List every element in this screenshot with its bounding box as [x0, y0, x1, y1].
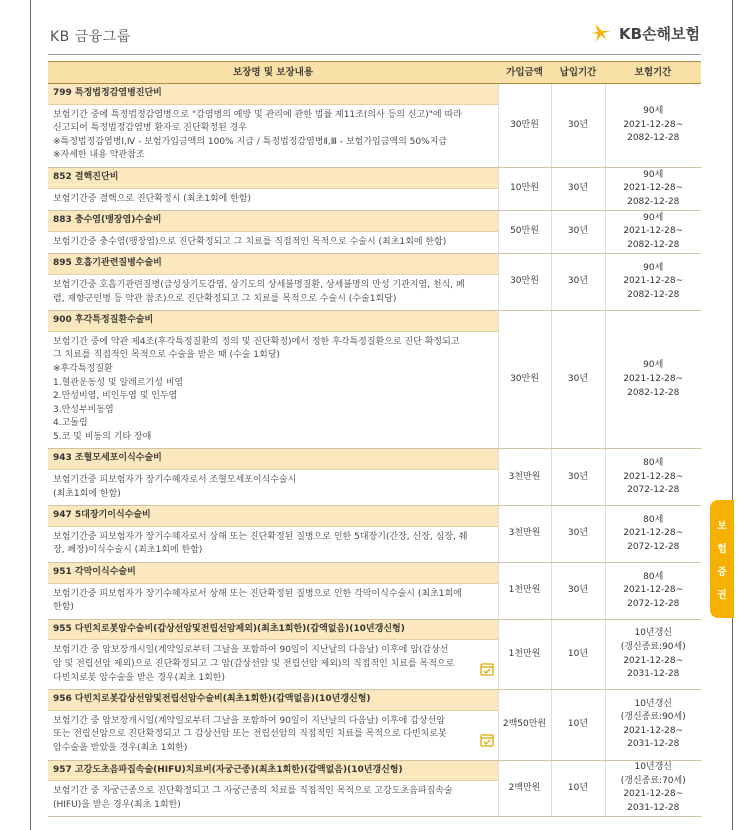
period-line: 2072-12-28: [627, 541, 680, 552]
coverage-title: 900 후각특정질환수술비: [48, 311, 498, 332]
pay-period-cell: 30년: [551, 254, 605, 311]
coverage-description: [48, 527, 498, 562]
side-tab-char: 험: [717, 544, 727, 555]
period-line: 2082-12-28: [627, 387, 680, 398]
period-line: (갱신종료:90세): [620, 641, 686, 652]
pay-period-cell: 10년: [551, 760, 605, 817]
amount-cell: 30만원: [498, 311, 551, 449]
period-line: (갱신종료:90세): [620, 712, 686, 723]
coverage-description: [48, 584, 498, 619]
amount-cell: 3천만원: [498, 449, 551, 506]
header-amount: 가입금액: [498, 62, 551, 84]
table-row: [48, 563, 701, 620]
description-line: 그 치료를 직접적인 목적으로 수술을 받은 때 (수술 1회당): [53, 350, 280, 361]
amount-cell: 2백만원: [498, 760, 551, 817]
coverage-title: 947 5대장기이식수술비: [48, 506, 498, 527]
table-row: [48, 690, 701, 760]
description-line: 한함): [53, 602, 74, 613]
description-line: ※후각특정질환: [53, 363, 113, 374]
coverage-title: 951 각막이식수술비: [48, 563, 498, 584]
period-line: 2082-12-28: [627, 290, 680, 301]
description-line: 보험기간중 피보험자가 장기수혜자로서 상해 또는 진단확정된 질병으로 인한 각막이식수술시 (최초1회에: [53, 588, 462, 599]
coverage-title: 956 다빈치로봇갑상선암및전립선암수술비(최초1회한)(갑액없음)(10년갱신형): [48, 690, 498, 711]
period-line: 2082-12-28: [627, 133, 680, 144]
insurance-period-cell: [605, 84, 701, 168]
period-line: 2021-12-28~: [623, 789, 684, 800]
description-line: ※특정법정감염병Ⅰ,Ⅳ - 보험가입금액의 100% 지급 / 특정법정감염병Ⅱ,Ⅲ - 보험가입금액의 50%지급: [53, 136, 448, 147]
description-line: 보험기간 중에 약관 제4조(후각특정질환의 정의 및 진단확정)에서 정한 후각특정질환으로 진단 확정되고: [53, 336, 460, 347]
pay-period-cell: 30년: [551, 506, 605, 563]
pay-period-cell: 30년: [551, 211, 605, 254]
period-line: 2021-12-28~: [623, 374, 684, 384]
coverage-cell: [48, 506, 498, 563]
table-row: [48, 254, 701, 311]
table-row: [48, 506, 701, 563]
period-line: (갱신종료:70세): [620, 775, 686, 786]
period-line: 2021-12-28~: [623, 528, 684, 539]
period-line: 2031-12-28: [627, 803, 680, 814]
coverage-cell: [48, 254, 498, 311]
pay-period-cell: 30년: [551, 84, 605, 168]
period-line: 90세: [643, 106, 664, 117]
description-line: 보험기간 중에 특정법정감염병으로 "감염병의 예방 및 관리에 관한 법률 제11조(의사 등의 신고)"에 따라: [53, 109, 462, 120]
amount-cell: 10만원: [498, 167, 551, 210]
insurance-period-cell: [605, 760, 701, 817]
insurer-name: KB손해보험: [618, 24, 700, 43]
period-line: 80세: [643, 514, 664, 525]
description-line: 또는 전립선암으로 진단확정되고 그 갑상선암 또는 전립선암의 직접적인 치료를 목적으로 다빈치로봇: [53, 729, 447, 740]
period-line: 90세: [643, 169, 664, 180]
period-line: 80세: [643, 571, 664, 582]
description-line: 보험기간 중 암보장개시일(계약일로부터 그날을 포함하여 90일이 지난날의 다음날) 이후에 암(갑상선: [53, 645, 449, 656]
description-line: 보험기간중 피보험자가 장기수혜자로서 조혈모세포이식수술시: [53, 475, 297, 486]
period-line: 2082-12-28: [627, 240, 680, 251]
description-line: 다빈치로봇 암수술을 받은 경우(최초 1회한): [53, 672, 225, 683]
amount-cell: 30만원: [498, 254, 551, 311]
insurance-period-cell: [605, 690, 701, 760]
table-row: [48, 211, 701, 254]
description-line: 암 및 전립선암 제외)으로 진단확정되고 그 암(갑상선암 및 전립선암 제외)의 직접적인 치료를 목적으로: [53, 659, 455, 669]
coverage-title: 895 호흡기관련질병수술비: [48, 254, 498, 275]
coverage-description: [48, 470, 498, 505]
kb-insurance-logo: [589, 22, 700, 44]
coverage-title: 883 충수염(맹장염)수술비: [48, 211, 498, 232]
insurance-period-cell: [605, 167, 701, 210]
insurance-period-cell: [605, 619, 701, 689]
amount-cell: 1천만원: [498, 619, 551, 689]
pay-period-cell: 30년: [551, 167, 605, 210]
coverage-title: 852 결핵진단비: [48, 168, 498, 189]
coverage-cell: [48, 690, 498, 760]
description-line: 신고되어 특정법정감염병 환자로 진단확정된 경우: [53, 123, 248, 134]
coverage-cell: [48, 563, 498, 620]
amount-cell: 1천만원: [498, 563, 551, 620]
description-line: 5.코 및 비동의 기타 장애: [53, 431, 152, 442]
table-row: [48, 167, 701, 210]
insurance-period-cell: [605, 211, 701, 254]
side-tab-char: 권: [717, 590, 727, 601]
period-line: 2021-12-28~: [623, 725, 684, 736]
pay-period-cell: 10년: [551, 619, 605, 689]
kb-group-logo: KB 금융그룹: [50, 29, 131, 45]
coverage-description: [48, 275, 498, 310]
description-line: 보험기간 중 자궁근종으로 진단확정되고 그 자궁근종의 치료를 직접적인 목적으로 고강도초음파집속술: [53, 786, 453, 797]
side-tab-char: 증: [717, 567, 727, 578]
period-line: 90세: [643, 360, 664, 371]
coverage-description: [48, 332, 498, 449]
header-coverage: 보장명 및 보장내용: [48, 62, 498, 84]
pay-period-cell: 30년: [551, 311, 605, 449]
description-line: 4.고돌립: [53, 418, 88, 429]
insurance-period-cell: [605, 506, 701, 563]
coverage-description: [48, 711, 498, 760]
period-line: 10년갱신: [634, 628, 673, 639]
amount-cell: 2백50만원: [498, 690, 551, 760]
description-line: 장, 폐장)이식수술시 (최초1회에 한함): [53, 545, 203, 556]
period-line: 10년갱신: [634, 762, 673, 773]
coverage-cell: [48, 449, 498, 506]
period-line: 2021-12-28~: [623, 226, 684, 237]
coverage-title: 943 조혈모세포이식수술비: [48, 449, 498, 470]
pay-period-cell: 30년: [551, 449, 605, 506]
period-line: 2021-12-28~: [623, 183, 684, 194]
coverage-title: 957 고강도초음파집속술(HIFU)치료비(자궁근종)(최초1회한)(갑액없음)(10년갱신형): [48, 761, 498, 782]
coverage-description: [48, 232, 498, 254]
table-header-row: [48, 62, 701, 84]
coverage-description: [48, 640, 498, 689]
policy-side-tab[interactable]: [710, 500, 734, 618]
coverage-title: 955 다빈치로봇암수술비(갑상선암및전립선암제외)(최초1회한)(갑액없음)(10년갱신형): [48, 620, 498, 641]
period-line: 80세: [643, 457, 664, 468]
period-line: 2031-12-28: [627, 739, 680, 750]
coverage-description: [48, 105, 498, 167]
coverage-table: [48, 61, 701, 817]
pay-period-cell: 10년: [551, 690, 605, 760]
period-line: 2021-12-28~: [623, 655, 684, 666]
description-line: (HIFU)을 받은 경우(최초 1회한): [53, 799, 181, 810]
header-insurance-period: 보험기간: [605, 62, 701, 84]
coverage-cell: [48, 311, 498, 449]
period-line: 2021-12-28~: [623, 276, 684, 287]
period-line: 2082-12-28: [627, 196, 680, 207]
period-line: 2072-12-28: [627, 598, 680, 609]
description-line: 보험기간중 충수염(맹장염)으로 진단확정되고 그 치료를 직접적인 목적으로 수술시 (최초1회에 한함): [53, 236, 447, 247]
description-line: 3.만성부비동염: [53, 404, 114, 415]
description-line: 보험기간중 결핵으로 진단확정시 (최초1회에 한함): [53, 193, 252, 204]
kb-star-icon: [589, 22, 615, 44]
header-divider: [48, 54, 701, 55]
coverage-cell: [48, 167, 498, 210]
table-row: [48, 84, 701, 168]
period-line: 2021-12-28~: [623, 585, 684, 596]
calendar-check-icon: [480, 733, 494, 747]
coverage-description: [48, 781, 498, 816]
coverage-cell: [48, 211, 498, 254]
coverage-cell: [48, 760, 498, 817]
description-line: 암수술을 받았을 경우(최초 1회한): [53, 742, 188, 753]
pay-period-cell: 30년: [551, 563, 605, 620]
description-line: 보험기간중 피보험자가 장기수혜자로서 상해 또는 진단확정된 질병으로 인한 5대장기(간장, 신장, 심장, 췌: [53, 531, 468, 542]
insurance-period-cell: [605, 311, 701, 449]
header-pay-period: 납입기간: [551, 62, 605, 84]
coverage-cell: [48, 619, 498, 689]
amount-cell: 3천만원: [498, 506, 551, 563]
description-line: ※자세한 내용 약관참조: [53, 150, 145, 161]
table-row: [48, 311, 701, 449]
period-line: 2031-12-28: [627, 669, 680, 680]
insurance-period-cell: [605, 449, 701, 506]
description-line: 렴, 재향군인병 등 약관 참조)으로 진단확정되고 그 치료를 목적으로 수술시 (수술1회당): [53, 293, 397, 304]
calendar-check-icon: [480, 662, 494, 676]
coverage-description: [48, 189, 498, 211]
description-line: 1.혈관운동성 및 알레르기성 비염: [53, 377, 184, 388]
amount-cell: 50만원: [498, 211, 551, 254]
insurance-period-cell: [605, 254, 701, 311]
description-line: (최초1회에 한함): [53, 488, 121, 499]
period-line: 90세: [643, 262, 664, 273]
amount-cell: 30만원: [498, 84, 551, 168]
table-row: [48, 449, 701, 506]
period-line: 2021-12-28~: [623, 471, 684, 482]
description-line: 보험기간중 호흡기관련질병(급성상기도감염, 상기도의 상세불명질환, 상세불명의 만성 기관지염, 천식, 폐: [53, 279, 465, 290]
period-line: 2021-12-28~: [623, 119, 684, 130]
table-row: [48, 619, 701, 689]
period-line: 2072-12-28: [627, 485, 680, 496]
side-tab-char: 보: [717, 521, 727, 532]
period-line: 10년갱신: [634, 698, 673, 709]
table-row: [48, 760, 701, 817]
coverage-cell: [48, 84, 498, 168]
period-line: 90세: [643, 212, 664, 223]
coverage-title: 799 특정법정감염병진단비: [48, 84, 498, 105]
description-line: 2.만성비염, 비인두염 및 인두염: [53, 391, 178, 402]
description-line: 보험기간 중 암보장개시일(계약일로부터 그날을 포함하여 90일이 지난날의 다음날) 이후에 갑상선암: [53, 715, 445, 726]
insurance-period-cell: [605, 563, 701, 620]
